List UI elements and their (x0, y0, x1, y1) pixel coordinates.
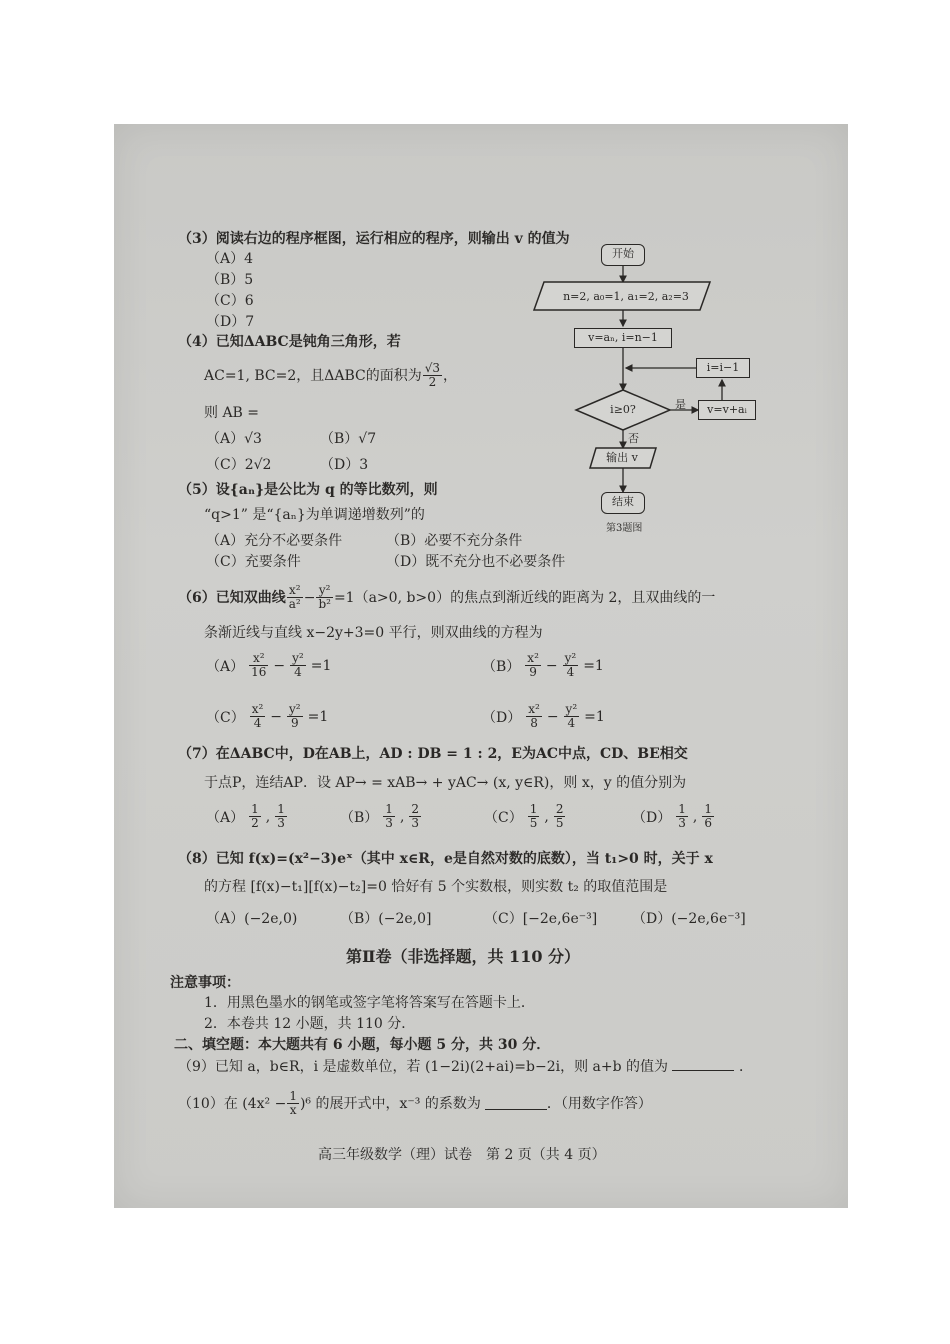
q6-b-den2: 4 (566, 665, 575, 679)
q7-c-den1: 5 (529, 816, 538, 830)
q6-d-den1: 8 (530, 716, 538, 730)
q6-option-d-frac2 (564, 703, 580, 730)
q8-option-c: （C）[−2e,6e⁻³] (484, 911, 598, 927)
q6-b-num1: x² (527, 651, 539, 665)
q10-stem-start: （10）在 (4x² − (178, 1095, 287, 1112)
q7-c-frac1 (528, 803, 540, 830)
flowchart-condition: i≥0? (610, 403, 636, 416)
part2-title: 第Ⅱ卷（非选择题，共 110 分） (346, 947, 581, 966)
note-1: 1．用黑色墨水的钢笔或签字笔将答案写在答题卡上． (204, 995, 535, 1011)
q4-condition-text: AC=1, BC=2，且ΔABC的面积为 (204, 367, 422, 384)
q7-d-num1: 1 (678, 802, 686, 816)
q6-d-num1: x² (528, 702, 540, 716)
q6-minus: − (303, 589, 316, 606)
q4-condition (204, 362, 457, 389)
q7-a-frac1 (249, 803, 261, 830)
q6-option-c-label: （C） (206, 709, 245, 726)
q6-option-d (482, 703, 605, 730)
q6-option-d-eq: =1 (584, 708, 605, 725)
q7-c-num2: 2 (555, 802, 564, 816)
q6-option-c-frac1 (250, 703, 266, 730)
q10-answer-blank (485, 1097, 547, 1110)
q7-c-frac2 (554, 803, 566, 830)
q6-option-c (206, 703, 328, 730)
q6-option-b-minus: − (545, 657, 558, 674)
q10-end: ．（用数字作答） (546, 1095, 652, 1112)
q7-d-num2: 1 (704, 802, 712, 816)
q10-frac-den: x (289, 1103, 297, 1117)
section-fill-in: 二、填空题：本大题共有 6 小题，每小题 5 分，共 30 分． (174, 1037, 551, 1053)
q6-option-b-frac2 (563, 652, 579, 679)
flowchart-caption: 第3题图 (606, 523, 643, 534)
q6-option-b-eq: =1 (583, 657, 604, 674)
q7-option-c-label: （C） (484, 809, 523, 826)
q7-line2: 于点P，连结AP．设 AP→ = xAB→ + yAC→ (x, y∈R)，则 x，y 的值分别为 (204, 775, 687, 791)
q9 (178, 1058, 753, 1076)
q8-line2: 的方程 [f(x)−t₁][f(x)−t₂]=0 恰好有 5 个实数根，则实数 t₂ 的取值范围是 (204, 879, 668, 895)
flowchart-start: 开始 (601, 244, 645, 266)
q9-answer-blank (672, 1058, 734, 1071)
q6-option-a (206, 652, 331, 679)
q6-y-numerator: y² (316, 584, 333, 598)
q7-a-num1: 1 (251, 802, 259, 816)
q7-option-d (632, 803, 715, 830)
q6-c-num1: x² (251, 702, 264, 716)
q6-stem-end: =1（a>0, b>0）的焦点到渐近线的距离为 2，且双曲线的一 (333, 589, 716, 606)
q7-a-comma: , (265, 808, 271, 825)
flowchart-update: v=v+aᵢ (698, 400, 756, 420)
q6-option-a-frac2 (290, 652, 306, 679)
q5-option-d: （D）既不充分也不必要条件 (386, 554, 566, 570)
q10-fraction (287, 1090, 299, 1117)
q8-option-a: （A）(−2e,0) (206, 911, 298, 927)
flowchart (530, 238, 760, 538)
q7-b-den2: 3 (411, 816, 420, 830)
q3-option-a: （A）4 (206, 251, 254, 267)
q6-line2: 条渐近线与直线 x−2y+3=0 平行，则双曲线的方程为 (204, 625, 543, 641)
q7-b-frac1 (383, 803, 395, 830)
q5-option-b: （B）必要不充分条件 (386, 533, 523, 549)
note-2: 2．本卷共 12 小题，共 110 分． (204, 1016, 416, 1032)
q6-y-fraction (316, 584, 333, 611)
q6-option-a-minus: − (273, 657, 286, 674)
flowchart-decrement: i=i−1 (696, 358, 750, 378)
q8-option-d: （D）(−2e,6e⁻³] (632, 911, 746, 927)
q6-c-den1: 4 (253, 716, 262, 730)
q6-option-a-frac1 (249, 652, 268, 679)
q6-a-num2: y² (292, 651, 304, 665)
q7-stem: （7）在ΔABC中，D在AB上，AD : DB = 1 : 2，E为AC中点，CD、BE相交 (178, 746, 688, 762)
q8-option-b: （B）(−2e,0] (340, 911, 432, 927)
q7-option-c (484, 803, 566, 830)
q6-d-num2: y² (565, 702, 578, 716)
q4-condition-end: ， (443, 367, 458, 384)
q10 (178, 1090, 652, 1117)
q4-ask: 则 AB = (204, 405, 260, 421)
q5-option-c: （C）充要条件 (206, 554, 301, 570)
q6-option-c-frac2 (287, 703, 303, 730)
flowchart-output: 输出 v (606, 451, 638, 464)
flowchart-yes-label: 是 (675, 398, 686, 411)
q10-frac-num: 1 (289, 1089, 297, 1103)
q7-a-den1: 2 (251, 816, 259, 830)
q10-stem-end: )⁶ 的展开式中，x⁻³ 的系数为 (299, 1095, 481, 1112)
q7-d-comma: , (692, 808, 698, 825)
q4-option-a: （A）√3 (206, 431, 262, 447)
q6-d-den2: 4 (567, 716, 576, 730)
flowchart-assign: v=aₙ, i=n−1 (574, 328, 672, 348)
q6-b-num2: y² (564, 651, 577, 665)
q6-option-b-frac1 (525, 652, 541, 679)
q7-option-a-label: （A） (206, 809, 245, 826)
q6-x-denominator: a² (288, 597, 301, 611)
q3-option-d: （D）7 (206, 314, 255, 330)
q7-b-num1: 1 (385, 802, 393, 816)
q3-option-b: （B）5 (206, 272, 254, 288)
q4-option-b: （B）√7 (320, 431, 377, 447)
q5-condition: “q>1” 是“{aₙ}为单调递增数列”的 (204, 507, 425, 523)
q9-end: ． (738, 1059, 753, 1075)
q7-option-d-label: （D） (632, 809, 672, 826)
flowchart-end: 结束 (601, 492, 645, 514)
q7-a-frac2 (275, 803, 287, 830)
q6-option-d-minus: − (546, 708, 559, 725)
q6-y-denominator: b² (318, 597, 331, 611)
q6-x-fraction (287, 584, 303, 611)
q5-stem: （5）设{aₙ}是公比为 q 的等比数列，则 (178, 482, 438, 498)
q7-a-den2: 3 (277, 816, 285, 830)
q7-d-frac2 (702, 803, 714, 830)
q4-stem: （4）已知ΔABC是钝角三角形，若 (178, 334, 401, 350)
q6-stem-start: （6）已知双曲线 (178, 589, 286, 606)
q6-option-c-minus: − (270, 708, 283, 725)
q4-area-fraction (423, 362, 442, 389)
q7-b-comma: , (399, 808, 405, 825)
q6-c-num2: y² (289, 702, 301, 716)
page-footer: 高三年级数学（理）试卷 第 2 页（共 4 页） (318, 1147, 606, 1163)
q3-stem: （3）阅读右边的程序框图，运行相应的程序，则输出 v 的值为 (178, 231, 570, 247)
q7-c-comma: , (544, 808, 549, 825)
q7-b-num2: 2 (411, 802, 420, 816)
q7-b-frac2 (409, 803, 421, 830)
q9-stem: （9）已知 a，b∈R，i 是虚数单位，若 (1−2i)(2+ai)=b−2i，则 a+b 的值为 (178, 1059, 669, 1075)
q3-option-c: （C）6 (206, 293, 254, 309)
q6-x-numerator: x² (287, 584, 303, 598)
flowchart-connectors (530, 238, 760, 538)
q6-a-num1: x² (249, 652, 268, 666)
q6-option-b (482, 652, 604, 679)
q7-d-den1: 3 (678, 816, 686, 830)
q6-option-d-label: （D） (482, 709, 522, 726)
q4-option-c: （C）2√2 (206, 457, 272, 473)
q7-c-num1: 1 (529, 802, 538, 816)
q7-option-b (340, 803, 422, 830)
q7-d-den2: 6 (704, 816, 712, 830)
q6-c-den2: 9 (291, 716, 299, 730)
q6-option-d-frac1 (526, 703, 542, 730)
q6-option-c-eq: =1 (307, 708, 329, 725)
q6-option-b-label: （B） (482, 658, 521, 675)
q6-option-a-eq: =1 (310, 657, 332, 674)
q7-b-den1: 3 (385, 816, 393, 830)
q7-option-a (206, 803, 288, 830)
q4-area-numerator: √3 (424, 361, 441, 375)
q7-option-b-label: （B） (340, 809, 379, 826)
flowchart-no-label: 否 (628, 432, 639, 445)
q4-option-d: （D）3 (320, 457, 369, 473)
q6-option-a-label: （A） (206, 658, 245, 675)
notes-title: 注意事项： (170, 975, 240, 991)
q7-a-num2: 1 (277, 802, 285, 816)
q6-a-den1: 16 (251, 665, 267, 679)
q6-a-den2: 4 (294, 665, 302, 679)
q7-c-den2: 5 (555, 816, 564, 830)
q6-stem (178, 584, 715, 611)
q7-d-frac1 (676, 803, 688, 830)
q5-option-a: （A）充分不必要条件 (206, 533, 343, 549)
q6-b-den1: 9 (529, 665, 537, 679)
flowchart-input: n=2, a₀=1, a₁=2, a₂=3 (563, 290, 689, 303)
q8-stem: （8）已知 f(x)=(x²−3)eˣ（其中 x∈R，e是自然对数的底数），当 t₁>0 时，关于 x (178, 851, 713, 867)
q4-area-denominator: 2 (428, 375, 437, 389)
